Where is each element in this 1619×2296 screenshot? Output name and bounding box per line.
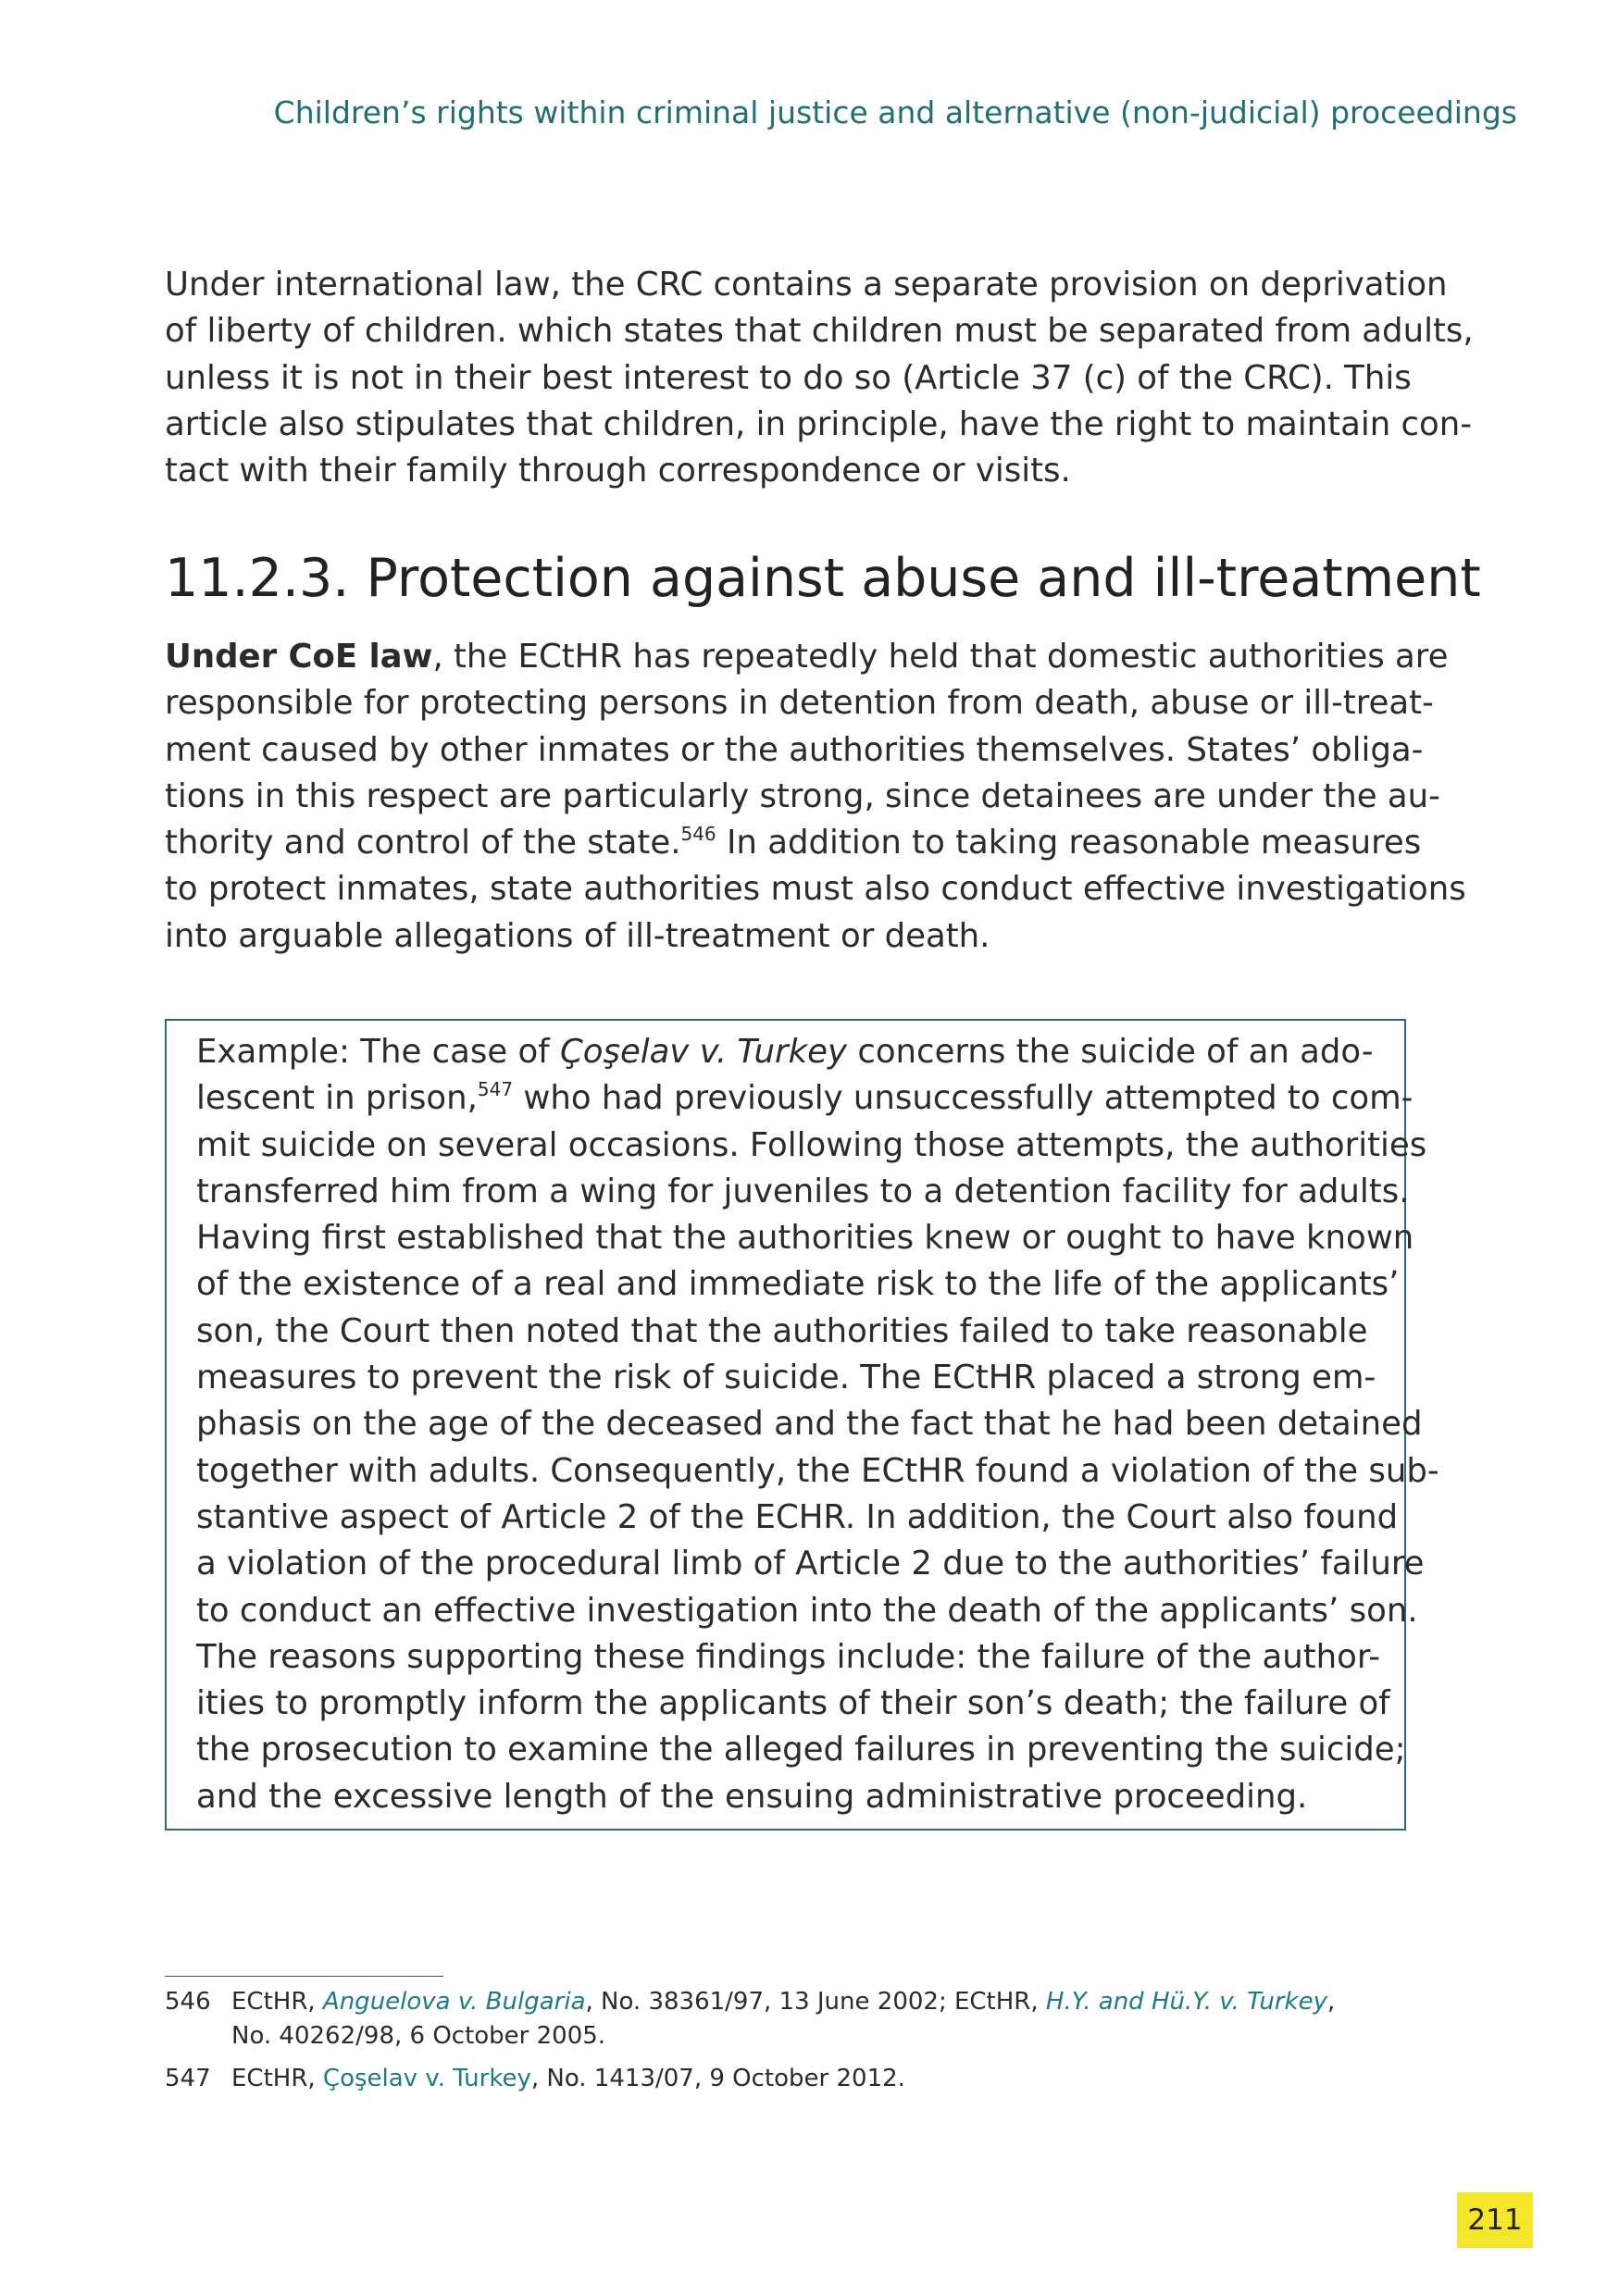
text-line: ities to promptly inform the applicants of their son’s death; the failure of: [196, 1684, 1390, 1723]
text-line: [196, 1029, 1381, 1075]
footnote-line: [231, 1985, 1335, 2019]
text-line: and the excessive length of the ensuing administrative proceeding.: [196, 1777, 1308, 1816]
text-line: unless it is not in their best interest to do so (Article 37 (c) of the CRC). This: [165, 358, 1412, 397]
text-line: of the existence of a real and immediate risk to the life of the applicants’: [196, 1265, 1400, 1304]
footnote-number: 546: [165, 1988, 211, 2016]
footnote-divider: [165, 1976, 443, 1977]
text-run: In addition to taking reasonable measures: [716, 824, 1422, 863]
text-line: phasis on the age of the deceased and the fact that he had been detained: [196, 1405, 1423, 1444]
text-line: son, the Court then noted that the authorities failed to take reasonable: [196, 1311, 1368, 1350]
text-line: to conduct an effective investigation into the death of the applicants’ son.: [196, 1591, 1418, 1630]
text-run: ,: [1326, 1988, 1336, 2016]
case-link[interactable]: Anguelova v. Bulgaria: [322, 1988, 586, 2016]
section-heading: 11.2.3. Protection against abuse and ill-treatment: [165, 548, 1481, 609]
footnote-number: 547: [165, 2065, 211, 2092]
text-line: Under international law, the CRC contains a separate provision on deprivation: [165, 266, 1448, 304]
text-run: concerns the suicide of an ado-: [847, 1033, 1374, 1071]
text-line: [165, 634, 1449, 680]
text-line: tions in this respect are particularly strong, since detainees are under the au-: [165, 776, 1440, 815]
footnote-body: [231, 2062, 905, 2096]
text-run: who had previously unsuccessfully attempted to com-: [513, 1079, 1414, 1118]
text-run: lescent in prison,: [196, 1079, 478, 1118]
page-number: 211: [1457, 2192, 1533, 2248]
text-line: into arguable allegations of ill-treatment or death.: [165, 916, 990, 955]
text-run: thority and control of the state.: [165, 824, 681, 863]
text-line: stantive aspect of Article 2 of the ECHR. In addition, the Court also found: [196, 1497, 1399, 1536]
text-line: The reasons supporting these findings include: the failure of the author-: [196, 1637, 1381, 1676]
running-header: Children’s rights within criminal justice and alternative (non-judicial) proceedings: [273, 94, 1517, 130]
text-line: a violation of the procedural limb of Article 2 due to the authorities’ failure: [196, 1545, 1425, 1583]
text-line: tact with their family through correspondence or visits.: [165, 452, 1071, 490]
footnote-line: [231, 2062, 905, 2096]
text-line: mit suicide on several occasions. Following those attempts, the authorities: [196, 1125, 1427, 1164]
intro-paragraph: [165, 262, 1474, 494]
text-line: Having first established that the authorities knew or ought to have known: [196, 1219, 1414, 1258]
text-line: the prosecution to examine the alleged failures in preventing the suicide;: [196, 1731, 1406, 1769]
case-link[interactable]: H.Y. and Hü.Y. v. Turkey: [1045, 1988, 1327, 2016]
text-line: of liberty of children. which states that children must be separated from adults,: [165, 312, 1474, 351]
text-run: Example: The case of: [196, 1033, 560, 1071]
text-line: transferred him from a wing for juveniles to a detention facility for adults.: [196, 1172, 1410, 1210]
text-line: to protect inmates, state authorities must also conduct effective investigations: [165, 870, 1466, 909]
footnote-line: No. 40262/98, 6 October 2005.: [231, 2022, 606, 2050]
text-line: responsible for protecting persons in detention from death, abuse or ill-treat-: [165, 684, 1434, 723]
text-run: , No. 1413/07, 9 October 2012.: [530, 2065, 905, 2092]
text-run: ECtHR,: [231, 2065, 323, 2092]
text-line: [196, 1075, 1414, 1122]
case-link[interactable]: Çoşelav v. Turkey: [322, 2065, 531, 2092]
footnote-body: [231, 1985, 1335, 2054]
case-name: Çoşelav v. Turkey: [559, 1033, 848, 1071]
text-run: , No. 38361/97, 13 June 2002; ECtHR,: [585, 1988, 1046, 2016]
text-line: [165, 820, 1422, 866]
footnote-ref-547[interactable]: 547: [477, 1078, 514, 1101]
footnote-ref-546[interactable]: 546: [680, 823, 716, 846]
text-line: together with adults. Consequently, the ECtHR found a violation of the sub-: [196, 1451, 1439, 1490]
text-run: , the ECtHR has repeatedly held that domestic authorities are: [432, 638, 1449, 676]
text-line: ment caused by other inmates or the authorities themselves. States’ obliga-: [165, 730, 1424, 769]
section-paragraph: [165, 634, 1466, 960]
lead-in-bold: Under CoE law: [165, 638, 433, 676]
text-run: ECtHR,: [231, 1988, 323, 2016]
text-line: article also stipulates that children, in principle, have the right to maintain con-: [165, 404, 1473, 443]
example-text: [196, 1029, 1439, 1820]
text-line: measures to prevent the risk of suicide. The ECtHR placed a strong em-: [196, 1359, 1376, 1397]
